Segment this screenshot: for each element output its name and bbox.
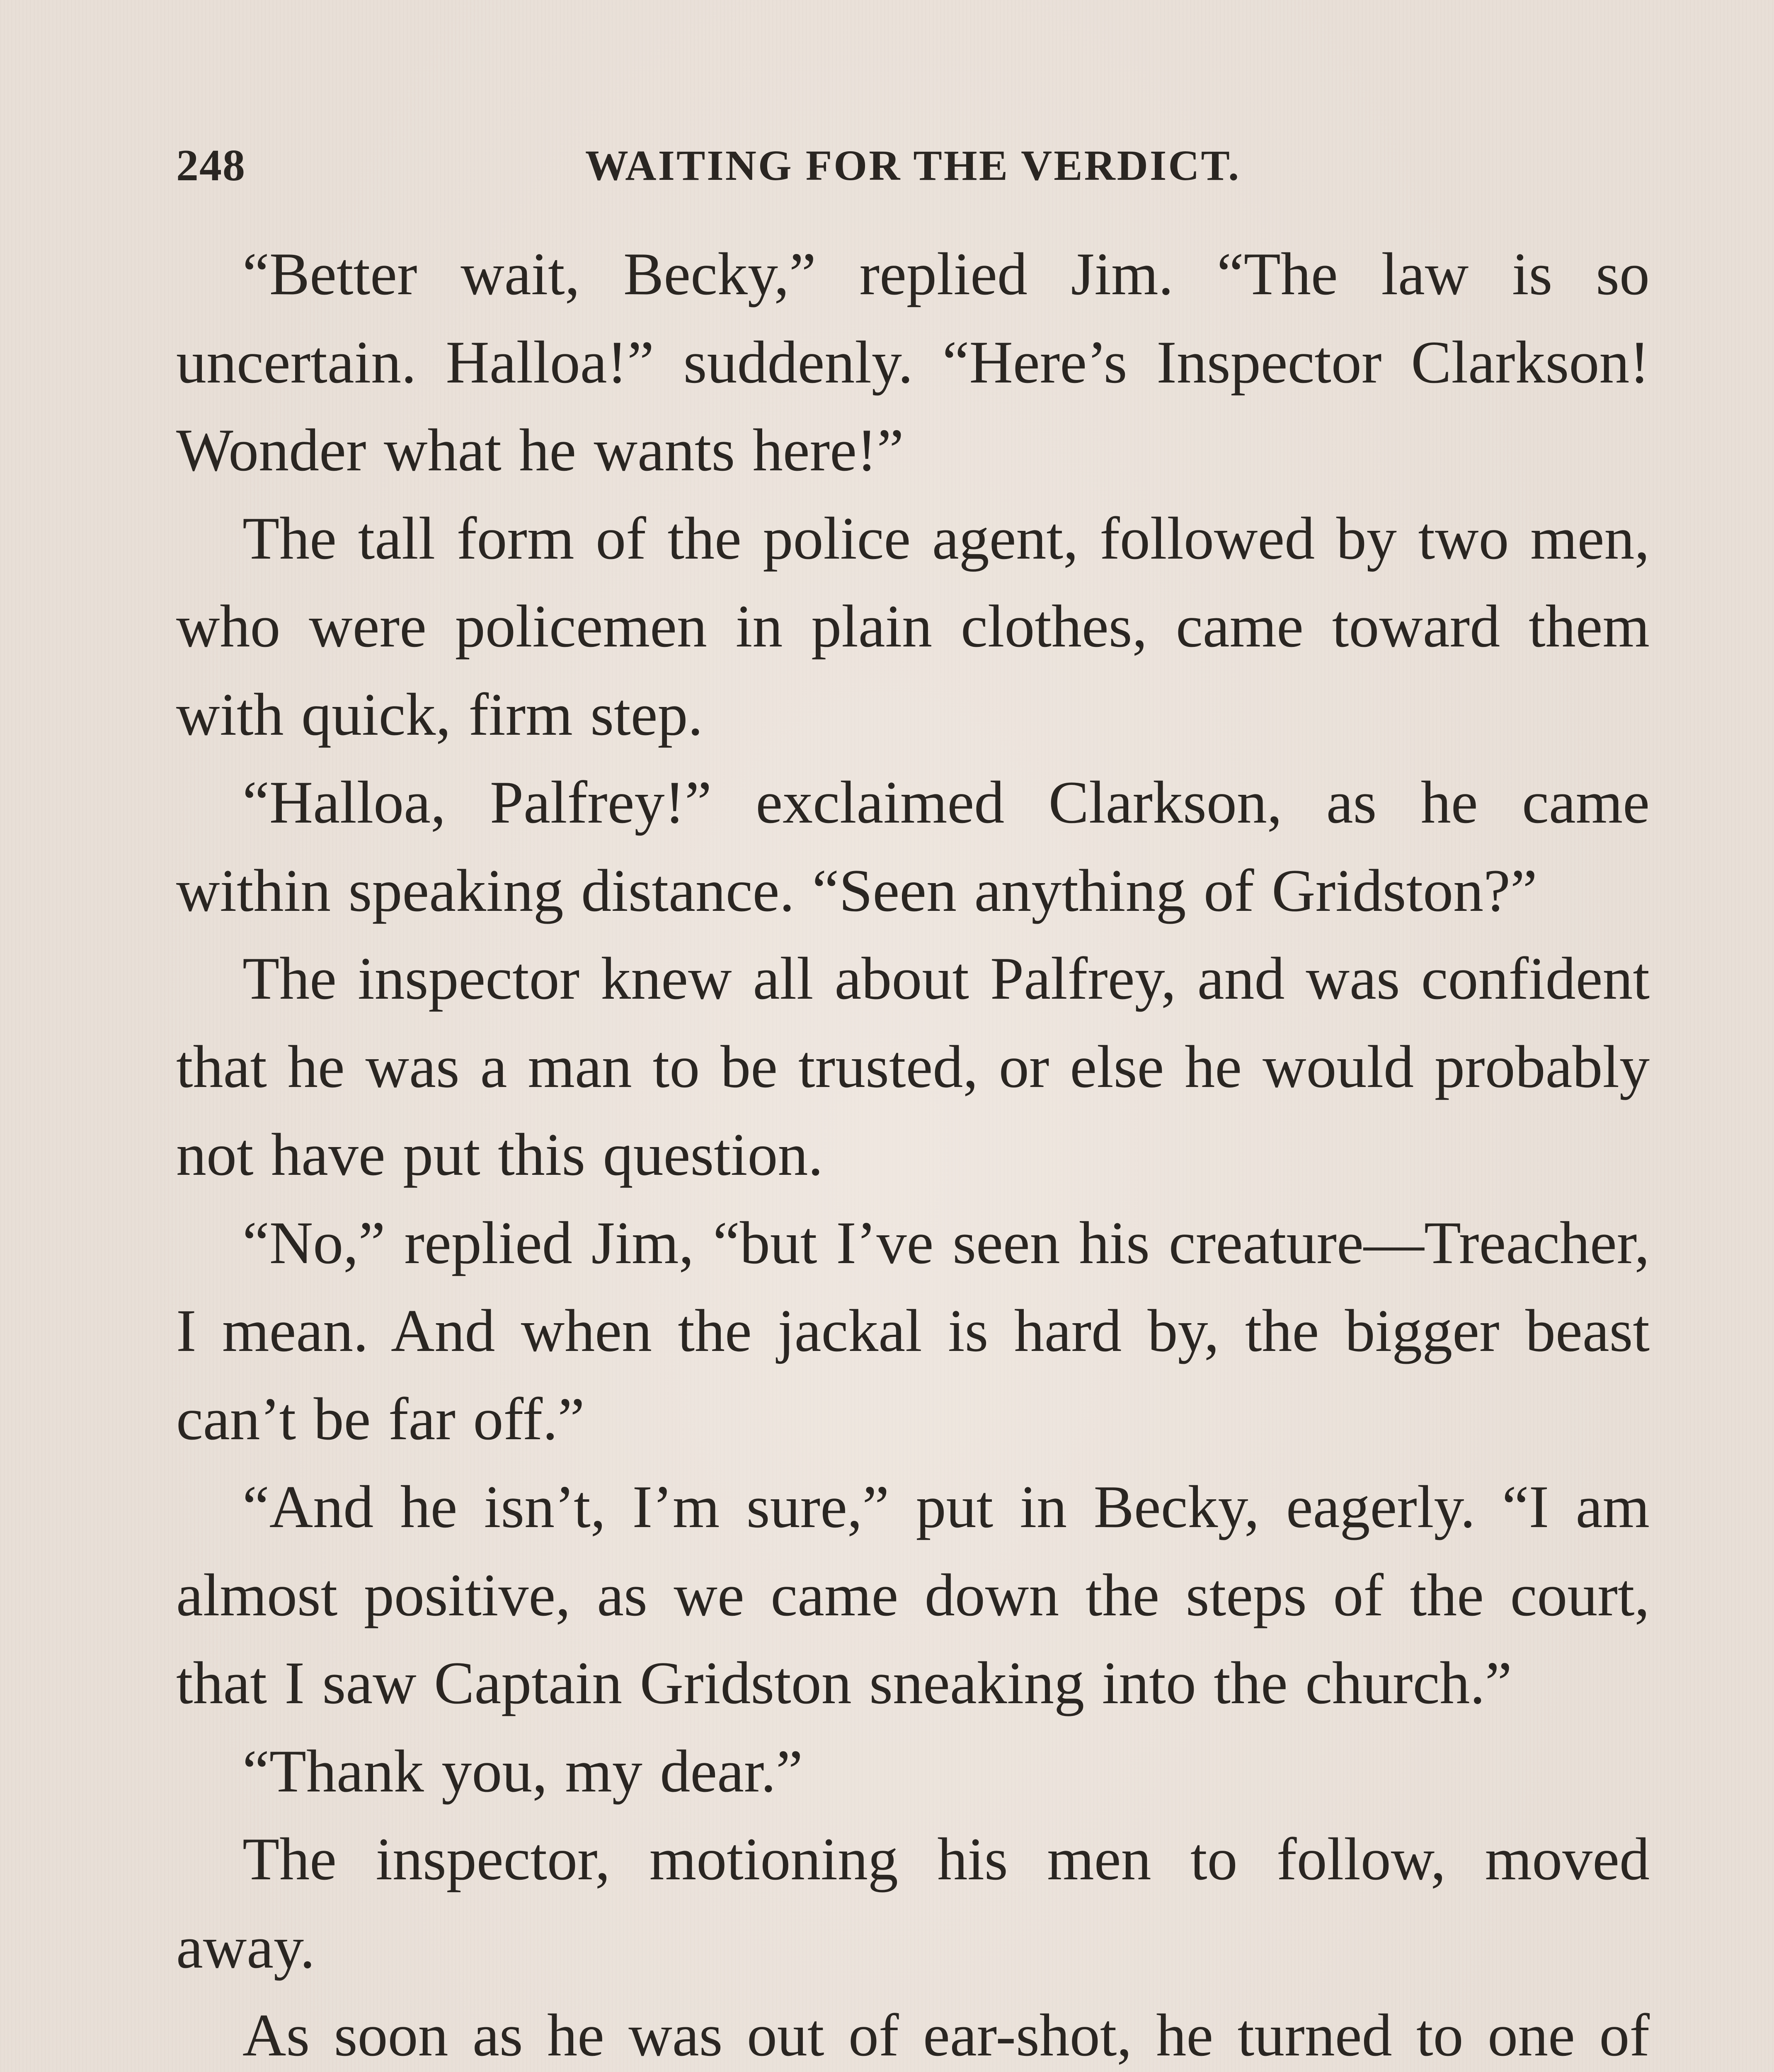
- page-number: 248: [176, 141, 246, 190]
- paragraph-2: The tall form of the police agent, followed by two men, who were policemen in plain clothes, came toward them with quick, firm step.: [176, 504, 1650, 748]
- running-title: WAITING FOR THE VERDICT.: [585, 142, 1241, 189]
- paragraph-6: “And he isn’t, I’m sure,” put in Becky, eagerly. “I am almost positive, as we came down the steps of the court, that I saw Captain Gridston sneaking into the church.”: [176, 1473, 1650, 1716]
- paragraph-4: The inspector knew all about Palfrey, and was confident that he was a man to be trusted, or else he would probably not have put this question.: [176, 945, 1650, 1188]
- paragraph-3: “Halloa, Palfrey!” exclaimed Clarkson, as he came within speaking distance. “Seen anything of Gridston?”: [176, 769, 1650, 924]
- paragraph-1: “Better wait, Becky,” replied Jim. “The law is so uncertain. Halloa!” suddenly. “Here’s Inspector Clarkson! Wonder what he wants here!”: [176, 240, 1650, 484]
- body-text: [176, 230, 1650, 2072]
- running-head: [176, 137, 1650, 195]
- paragraph-5: “No,” replied Jim, “but I’ve seen his creature—Treacher, I mean. And when the jackal is hard by, the bigger beast can’t be far off.”: [176, 1209, 1650, 1452]
- paragraph-8: The inspector, motioning his men to follow, moved away.: [176, 1825, 1650, 1981]
- paragraph-7: “Thank you, my dear.”: [242, 1737, 803, 1805]
- paragraph-9: As soon as he was out of ear-shot, he turned to one of: [242, 2002, 1650, 2069]
